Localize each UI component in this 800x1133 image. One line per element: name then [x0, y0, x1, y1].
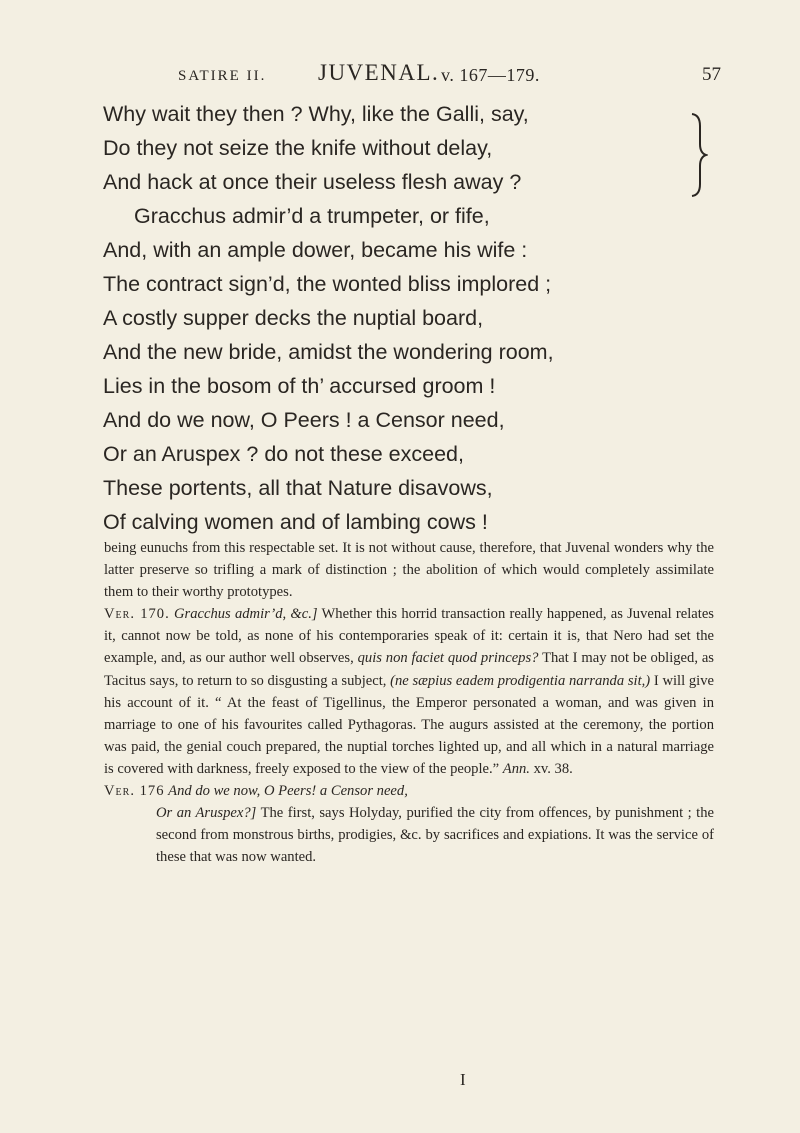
verse-line: And the new bride, amidst the wondering room, [103, 340, 554, 364]
verse-line: And hack at once their useless flesh away ? [103, 170, 522, 194]
verse-line: And do we now, O Peers ! a Censor need, [103, 408, 505, 432]
verse-line: Of calving women and of lambing cows ! [103, 510, 488, 534]
note-lemma: Gracchus admir’d, &c.] [173, 606, 318, 623]
verse-line: Lies in the bosom of th’ accursed groom ! [103, 374, 496, 398]
page-number: 57 [702, 64, 721, 85]
note-label: Ver. 170. [104, 606, 170, 623]
note-ver-170: Ver. 170. Gracchus admir’d, &c.] Whether this horrid transaction really happened, as Juvenal relates it, cannot now be told, as none of his contemporaries speak of it: certain it is, that Nero had set the example, and, as our author well observes, quis non faciet quod princeps? That I may not be obliged, as Tacitus says, to return to so disgusting a subject, (ne sæpius eadem prodigentia narranda sit,) I will give his account of it. “ At the feast of Tigellinus, the Emperor personated a woman, and was given in marriage to one of his favourites called Pythagoras. The augurs assisted at the ceremony, the portion was paid, the genial couch prepared, the nuptial torches lighted up, and all which in a natural marriage is covered with darkness, freely exposed to the view of the people.” Ann. xv. 38. [104, 606, 714, 777]
verse-line: Why wait they then ? Why, like the Galli, say, [103, 102, 529, 126]
running-head [0, 60, 800, 90]
note-continuation: being eunuchs from this respectable set. It is not without cause, therefore, that Juvenal wonders why the latter preserve so trifling a mark of distinction ; the abolition of which would completely assimilate them to their worthy prototypes. [104, 540, 714, 601]
note-lemma: Or an Aruspex?] [156, 805, 257, 822]
catchword: I [460, 1070, 466, 1089]
note-lemma: And do we now, O Peers! a Censor need, [168, 783, 408, 800]
note-label: Ver. 176 [104, 783, 165, 800]
verse-line: The contract sign’d, the wonted bliss implored ; [103, 272, 552, 296]
triplet-brace-icon [688, 112, 708, 198]
satire-label: SATIRE II. [178, 68, 267, 84]
verse-line: Or an Aruspex ? do not these exceed, [103, 442, 464, 466]
note-ver-176 [104, 780, 714, 802]
verse-line: Gracchus admir’d a trumpeter, or fife, [134, 204, 490, 228]
verse-line: These portents, all that Nature disavows, [103, 476, 493, 500]
author-title: JUVENAL. [318, 60, 440, 85]
verse-range: v. 167—179. [441, 65, 540, 85]
verse-line: Do they not seize the knife without delay, [103, 136, 493, 160]
citation: Ann. [502, 760, 530, 777]
verse-line: And, with an ample dower, became his wife : [103, 238, 528, 262]
verse-line: A costly supper decks the nuptial board, [103, 306, 484, 330]
footnotes [104, 537, 714, 868]
note-ver-176-body: Or an Aruspex?] The first, says Holyday, purified the city from offences, by punishment ; the second from monstrous births, prodigies, &c. by sacrifices and expiations. It was the service of these that was now wanted. [156, 805, 714, 866]
